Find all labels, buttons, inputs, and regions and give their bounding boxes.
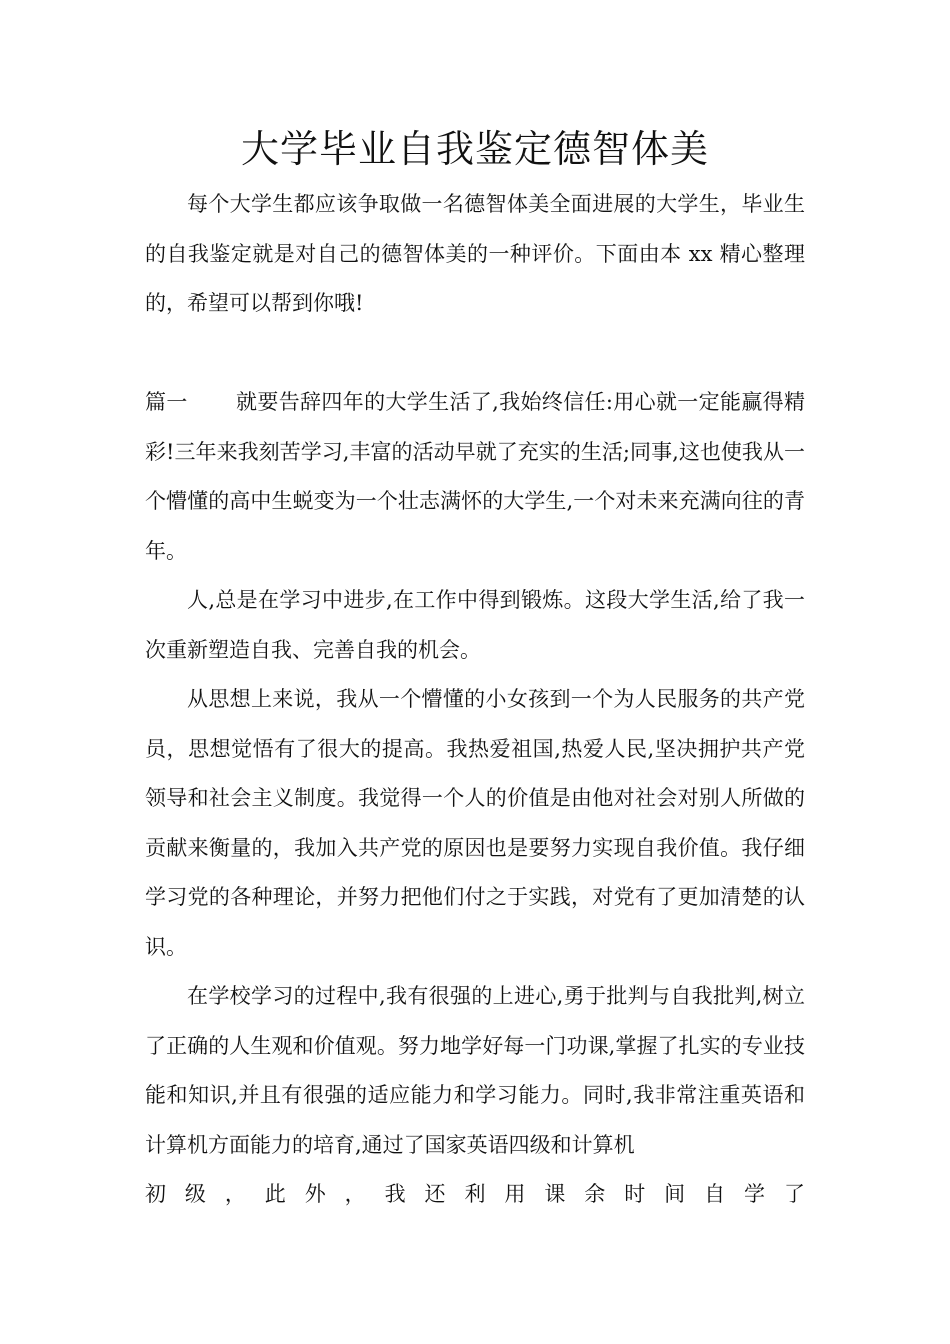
- paragraph-4: 在学校学习的过程中,我有很强的上进心,勇于批判与自我批判,树立了正确的人生观和价值观。努力地学好每一门功课,掌握了扎实的专业技能和知识,并且有很强的适应能力和学习能力。同时,我非常注重英语和计算机方面能力的培育,通过了国家英语四级和计算机: [145, 984, 805, 1157]
- section-one: [145, 378, 805, 1220]
- intro-block: [145, 180, 805, 329]
- paragraph-1-text: 就要告辞四年的大学生活了,我始终信任:用心就一定能赢得精彩!三年来我刻苦学习,丰富的活动早就了充实的生活;同事,这也使我从一个懵懂的高中生蜕变为一个壮志满怀的大学生,一个对未来充满向往的青年。: [145, 390, 806, 563]
- paragraph-2: 人,总是在学习中进步,在工作中得到锻炼。这段大学生活,给了我一次重新塑造自我、完善自我的机会。: [145, 588, 805, 662]
- intro-paragraph: 每个大学生都应该争取做一名德智体美全面进展的大学生，毕业生的自我鉴定就是对自己的德智体美的一种评价。下面由本 xx 精心整理的，希望可以帮到你哦!: [145, 192, 805, 315]
- paragraph-4-last-line: 初级，此外，我还利用课余时间自学了: [145, 1182, 805, 1206]
- document-title: 大学毕业自我鉴定德智体美: [240, 127, 709, 171]
- paragraph-3: 从思想上来说，我从一个懵懂的小女孩到一个为人民服务的共产党员，思想觉悟有了很大的提高。我热爱祖国,热爱人民,坚决拥护共产党领导和社会主义制度。我觉得一个人的价值是由他对社会对别人所做的贡献来衡量的，我加入共产党的原因也是要努力实现自我价值。我仔细学习党的各种理论，并努力把他们付之于实践，对党有了更加清楚的认识。: [145, 687, 805, 959]
- section-label: 篇一: [145, 390, 188, 414]
- paragraph-1: [145, 378, 805, 576]
